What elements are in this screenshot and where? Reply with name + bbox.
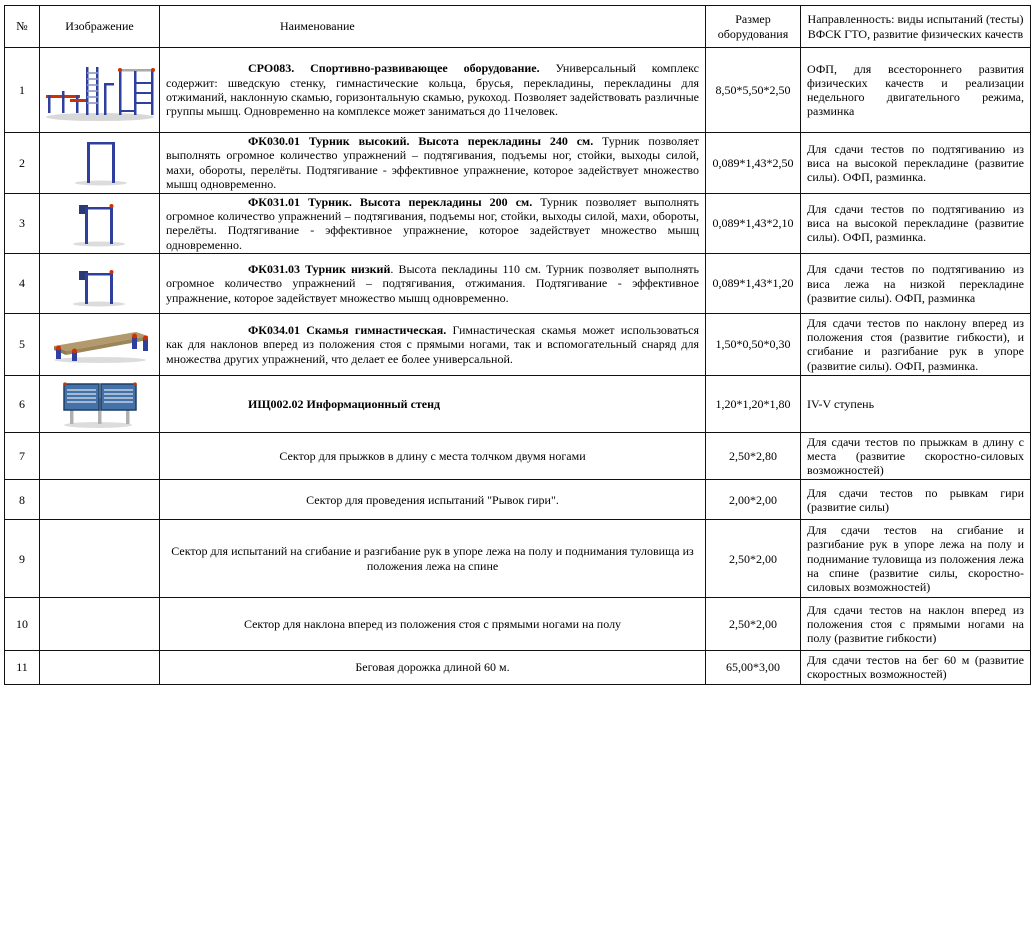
equipment-size: 2,50*2,00 <box>706 598 801 651</box>
equipment-name <box>160 432 706 479</box>
equipment-description: Турник позволяет выполнять огромное количество упражнений – подтягивания, подъемы ног, стойки, выходы силой, махи, обороты, перелёты. Подтягивание - эффективное упражнение, которое задействует множество мышц одновременно. <box>166 134 699 192</box>
equipment-name <box>160 314 706 376</box>
equipment-size: 1,20*1,20*1,80 <box>706 375 801 432</box>
info-stand-image <box>50 378 150 430</box>
equipment-image-cell <box>40 193 160 254</box>
equipment-description: . Высота пекладины 110 см. Турник позволяет выполнять огромное количество упражнений – подтягивания, отжимания. Подтягивание - эффективное упражнение, которое задействует множество мышц одновременно. <box>166 262 699 305</box>
row-number: 2 <box>5 133 40 194</box>
equipment-description: Сектор для проведения испытаний "Рывок гири". <box>306 492 559 507</box>
equipment-size: 1,50*0,50*0,30 <box>706 314 801 376</box>
equipment-name <box>160 193 706 254</box>
row-number: 7 <box>5 432 40 479</box>
equipment-image-cell <box>40 133 160 194</box>
test-purpose: Для сдачи тестов на бег 60 м (развитие скоростных возможностей) <box>801 651 1031 684</box>
equipment-size: 2,50*2,80 <box>706 432 801 479</box>
table-row <box>5 314 1031 376</box>
equipment-code-bold: ФК030.01 Турник высокий. Высота перекладины 240 см. <box>248 134 594 148</box>
equipment-image-cell <box>40 480 160 520</box>
row-number: 4 <box>5 254 40 314</box>
col-header-name: Наименование <box>160 6 706 48</box>
sports-complex-image <box>42 55 158 125</box>
equipment-size: 0,089*1,43*2,50 <box>706 133 801 194</box>
table-row <box>5 375 1031 432</box>
equipment-description: Сектор для прыжков в длину с места толчком двумя ногами <box>279 448 586 463</box>
equipment-description: Сектор для наклона вперед из положения стоя с прямыми ногами на полу <box>243 617 622 632</box>
equipment-code-bold: ИЩ002.02 Информационный стенд <box>248 396 441 411</box>
row-number: 8 <box>5 480 40 520</box>
test-purpose: ОФП, для всестороннего развития физических качеств и реализации недельного двигательного режима, разминка <box>801 48 1031 133</box>
test-purpose: IV-V ступень <box>801 375 1031 432</box>
equipment-image-cell <box>40 651 160 684</box>
test-purpose: Для сдачи тестов по наклону вперед из положения стоя (развитие гибкости), и сгибание и разгибание рук в упоре (развитие силы). ОФП, разминка. <box>801 314 1031 376</box>
col-header-num: № <box>5 6 40 48</box>
test-purpose: Для сдачи тестов по прыжкам в длину с места (развитие скоростно-силовых возможностей) <box>801 432 1031 479</box>
equipment-image-cell <box>40 432 160 479</box>
equipment-size: 0,089*1,43*1,20 <box>706 254 801 314</box>
col-header-purpose: Направленность: виды испытаний (тесты) ВФСК ГТО, развитие физических качеств <box>801 6 1031 48</box>
equipment-image-cell <box>40 520 160 598</box>
pullup-bar-high-image <box>55 138 145 188</box>
equipment-table <box>4 5 1031 685</box>
gym-bench-image <box>48 324 152 364</box>
table-row <box>5 193 1031 254</box>
table-row <box>5 254 1031 314</box>
equipment-name <box>160 48 706 133</box>
row-number: 11 <box>5 651 40 684</box>
row-number: 5 <box>5 314 40 376</box>
row-number: 1 <box>5 48 40 133</box>
equipment-description: Сектор для испытаний на сгибание и разгибание рук в упоре лежа на полу и поднимания туловища из положения лежа на спине <box>171 544 694 573</box>
equipment-image-cell <box>40 254 160 314</box>
equipment-image-cell <box>40 598 160 651</box>
row-number: 9 <box>5 520 40 598</box>
table-row <box>5 48 1031 133</box>
equipment-code-bold: ФК034.01 Скамья гимнастическая. <box>248 322 447 337</box>
equipment-name <box>160 133 706 194</box>
test-purpose: Для сдачи тестов по подтягиванию из виса на высокой перекладине (развитие силы). ОФП, разминка. <box>801 133 1031 194</box>
test-purpose: Для сдачи тестов по подтягиванию из виса лежа на низкой перекладине (развитие силы). ОФП, разминка <box>801 254 1031 314</box>
row-number: 3 <box>5 193 40 254</box>
row-number: 6 <box>5 375 40 432</box>
equipment-image-cell <box>40 314 160 376</box>
equipment-name <box>160 480 706 520</box>
test-purpose: Для сдачи тестов по рывкам гири (развитие силы) <box>801 480 1031 520</box>
equipment-code-bold: ФК031.01 Турник. Высота перекладины 200 см. <box>248 194 533 209</box>
header-row <box>5 6 1031 48</box>
table-row <box>5 480 1031 520</box>
equipment-description: Универсальный комплекс содержит: шведскую стенку, гимнастические кольца, брусья, перекладины, перекладины для отжиманий, наклонную скамью, горизонтальную скамью, рукоход. Позволяет задействовать различные группы мышц. Одновременно на комплексе может заниматься до 11человек. <box>166 61 699 119</box>
table-row <box>5 432 1031 479</box>
col-header-image: Изображение <box>40 6 160 48</box>
equipment-name <box>160 651 706 684</box>
row-number: 10 <box>5 598 40 651</box>
table-row <box>5 520 1031 598</box>
equipment-description: Гимнастическая скамья может использоваться как для наклонов вперед из положения стоя с прямыми ногами, так и вспомогательный снаряд для множества других упражнений, что делает ее более универсальной. <box>166 322 699 366</box>
equipment-size: 2,00*2,00 <box>706 480 801 520</box>
equipment-size: 65,00*3,00 <box>706 651 801 684</box>
table-row <box>5 598 1031 651</box>
equipment-name <box>160 520 706 598</box>
equipment-name <box>160 375 706 432</box>
equipment-code-bold: СРО083. Спортивно-развивающее оборудование. <box>248 61 540 76</box>
test-purpose: Для сдачи тестов на сгибание и разгибание рук в упоре лежа на полу и поднимание туловища из положения лежа на спине (развитие силы, скоростно-силовых возможностей) <box>801 520 1031 598</box>
col-header-size: Размер оборудования <box>706 6 801 48</box>
equipment-description: Беговая дорожка длиной 60 м. <box>355 660 510 675</box>
table-row <box>5 133 1031 194</box>
equipment-image-cell <box>40 48 160 133</box>
equipment-name <box>160 254 706 314</box>
test-purpose: Для сдачи тестов по подтягиванию из виса на высокой перекладине (развитие силы). ОФП, разминка. <box>801 193 1031 254</box>
pullup-bar-low-image <box>55 259 145 309</box>
table-row <box>5 651 1031 684</box>
equipment-size: 0,089*1,43*2,10 <box>706 193 801 254</box>
document-page <box>4 5 1030 685</box>
equipment-size: 2,50*2,00 <box>706 520 801 598</box>
equipment-image-cell <box>40 375 160 432</box>
equipment-size: 8,50*5,50*2,50 <box>706 48 801 133</box>
test-purpose: Для сдачи тестов на наклон вперед из положения стоя с прямыми ногами на полу (развитие гибкости) <box>801 598 1031 651</box>
pullup-bar-mid-image <box>55 197 145 249</box>
equipment-code-bold: ФК031.03 Турник низкий <box>248 262 391 277</box>
equipment-description: Турник позволяет выполнять огромное количество упражнений – подтягивания, подъемы ног, стойки, выходы силой, махи, обороты, перелёты. Подтягивание - эффективное упражнение, которое задействует множество мышц одновременно. <box>166 194 699 252</box>
equipment-name <box>160 598 706 651</box>
